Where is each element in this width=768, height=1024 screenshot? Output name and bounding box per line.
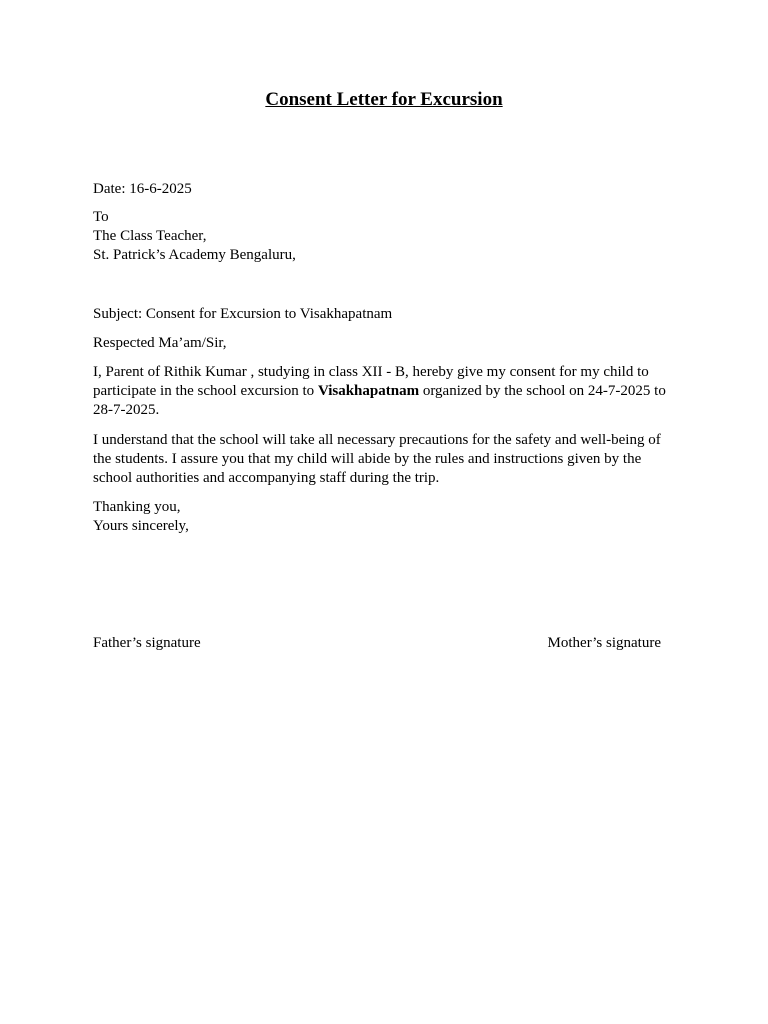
letter-closing [93, 498, 671, 536]
recipient-title: The Class Teacher, [93, 228, 207, 244]
recipient-school: St. Patrick’s Academy Bengaluru, [93, 247, 296, 263]
consent-text-start: I, Parent of Rithik Kumar , studying in class XII - B, hereby give my consent for my child to participate in the school excursion to [93, 364, 649, 399]
recipient-address [93, 208, 671, 265]
to-label: To [93, 209, 109, 225]
letter-title: Consent Letter for Excursion [265, 89, 503, 110]
letter-salutation: Respected Ma’am/Sir, [93, 335, 227, 351]
letter-date: Date: 16-6-2025 [93, 181, 192, 197]
safety-paragraph: I understand that the school will take all necessary precautions for the safety and well-being of the students. I assure you that my child will abide by the rules and instructions given by the school authorities and accompanying staff during the trip. [93, 432, 661, 486]
consent-text-end: organized by the school on 24-7-2025 to 28-7-2025. [93, 383, 666, 418]
mother-signature-label: Mother’s signature [547, 635, 661, 651]
father-signature-label: Father’s signature [93, 635, 201, 651]
destination-name: Visakhapatnam [317, 383, 420, 399]
closing-sincerely: Yours sincerely, [93, 518, 189, 534]
letter-subject: Subject: Consent for Excursion to Visakhapatnam [93, 306, 393, 322]
consent-paragraph [93, 363, 671, 420]
closing-thanks: Thanking you, [93, 499, 181, 515]
